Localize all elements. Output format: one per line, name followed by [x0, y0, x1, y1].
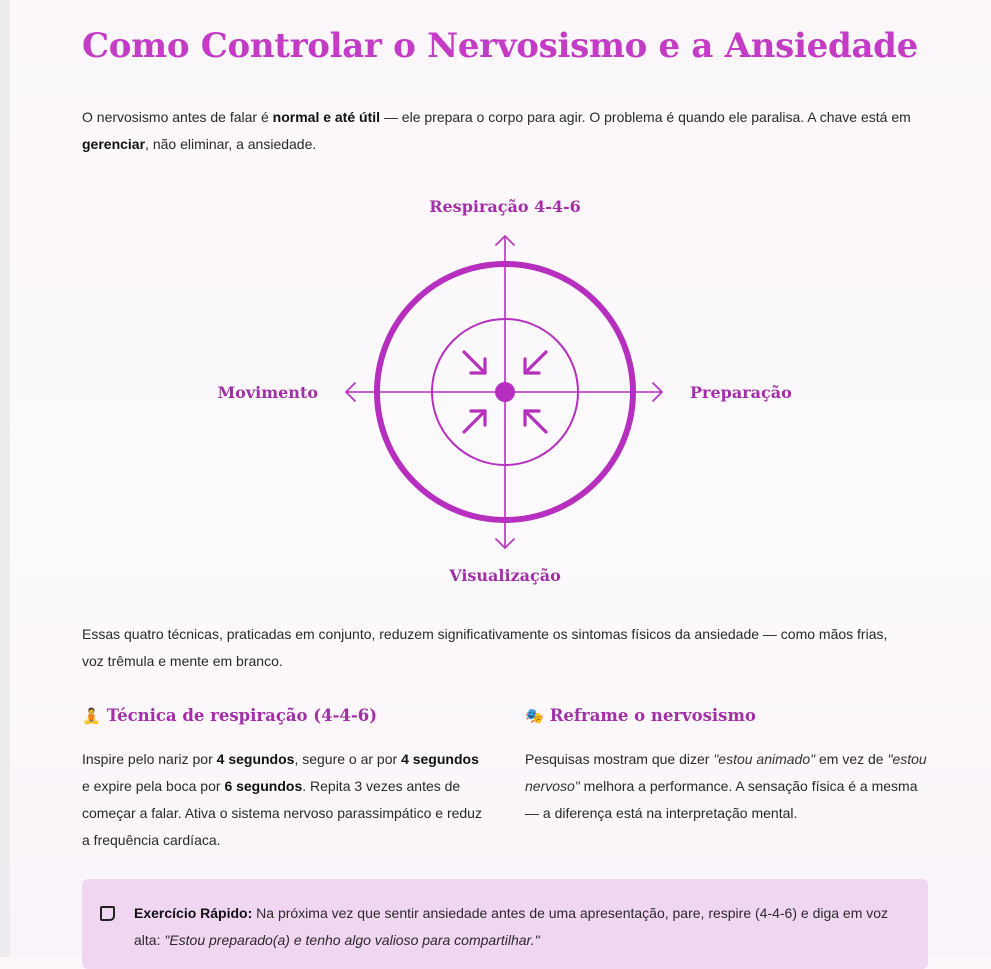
exercise-callout — [82, 879, 928, 969]
breathing-text-part: . Repita 3 vezes antes de começar a falar. Ativa o sistema nervoso parassimpático e reduz a frequência cardíaca. — [82, 778, 482, 848]
breathing-title: Técnica de respiração (4-4-6) — [106, 706, 378, 725]
intro-emphasis: normal e até útil — [272, 109, 381, 125]
breathing-text-part: , segure o ar por — [294, 751, 402, 767]
meditation-icon: 🧘 — [82, 707, 101, 725]
note-icon — [100, 906, 115, 921]
reframe-text-part: Pesquisas mostram que dizer — [525, 751, 714, 767]
label-movement: Movimento — [217, 383, 318, 402]
exercise-body: Na próxima vez que sentir ansiedade antes de uma apresentação, pare, respire (4-4-6) e diga em voz alta: — [134, 905, 889, 948]
exercise-text — [134, 900, 914, 954]
reframe-title: Reframe o nervosismo — [549, 706, 756, 725]
techniques-diagram — [210, 188, 810, 588]
breathing-text-part: e expire pela boca por — [82, 778, 225, 794]
label-preparation: Preparação — [690, 383, 792, 402]
intro-paragraph — [82, 104, 912, 158]
breathing-emphasis: 6 segundos — [224, 778, 303, 794]
reframe-heading — [525, 706, 756, 725]
breathing-emphasis: 4 segundos — [401, 751, 479, 767]
intro-text: O nervosismo antes de falar é — [82, 109, 273, 125]
intro-emphasis: gerenciar — [82, 136, 146, 152]
exercise-label: Exercício Rápido: — [134, 905, 253, 921]
reframe-text-part: melhora a performance. A sensação física é a mesma — a diferença está na interpretação mental. — [525, 778, 918, 821]
summary-paragraph: Essas quatro técnicas, praticadas em conjunto, reduzem significativamente os sintomas físicos da ansiedade — como mãos frias, voz trêmula e mente em branco. — [82, 626, 888, 669]
center-dot — [495, 382, 515, 402]
label-visualization: Visualização — [449, 566, 561, 585]
breathing-emphasis: 4 segundos — [216, 751, 295, 767]
reframe-quote: "estou animado" — [713, 751, 816, 767]
theater-masks-icon: 🎭 — [525, 707, 544, 725]
page-title: Como Controlar o Nervosismo e a Ansiedade — [82, 26, 918, 66]
intro-text: — ele prepara o corpo para agir. O problema é quando ele paralisa. A chave está em — [380, 109, 911, 125]
reframe-text — [525, 746, 930, 827]
window-edge — [0, 0, 10, 957]
reframe-quote: "estou nervoso" — [525, 751, 927, 794]
exercise-quote: "Estou preparado(a) e tenho algo valioso para compartilhar." — [164, 932, 540, 948]
reframe-text-part: em vez de — [815, 751, 888, 767]
intro-text: , não eliminar, a ansiedade. — [145, 136, 317, 152]
label-breathing: Respiração 4-4-6 — [429, 197, 581, 216]
breathing-text-part: Inspire pelo nariz por — [82, 751, 217, 767]
breathing-heading — [82, 706, 377, 725]
breathing-text — [82, 746, 488, 854]
